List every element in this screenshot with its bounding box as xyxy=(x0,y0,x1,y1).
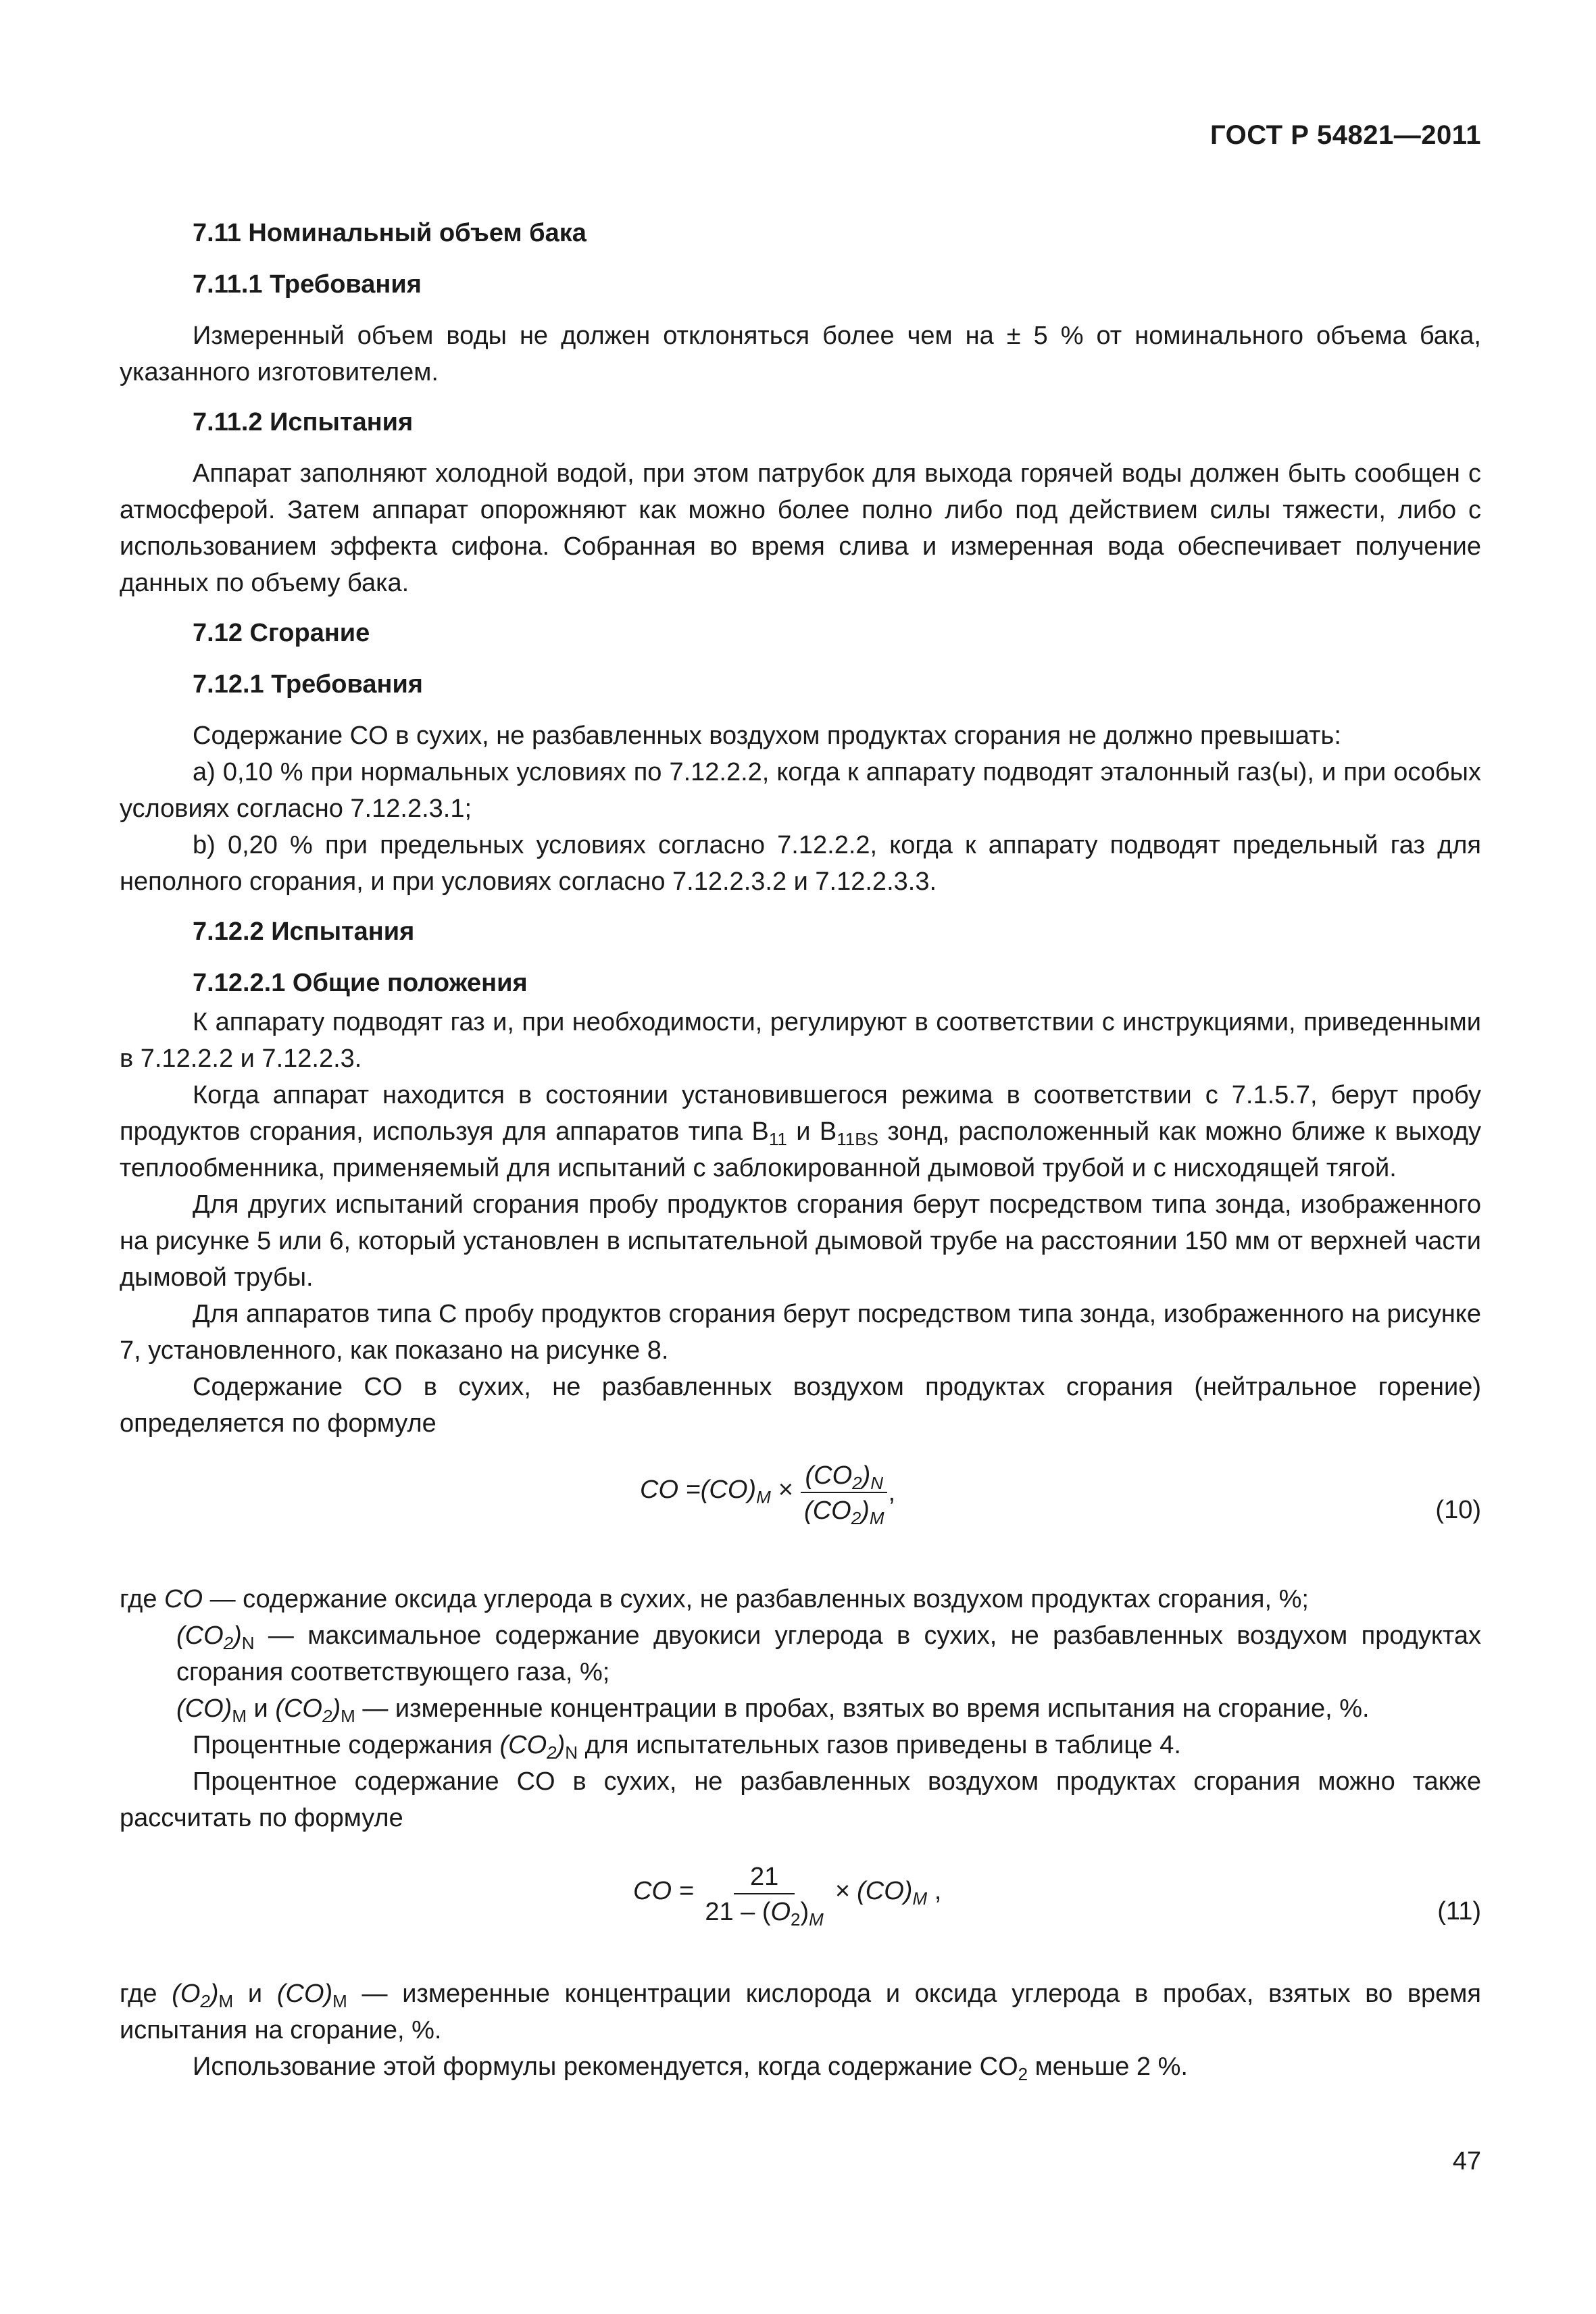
page-number: 47 xyxy=(1452,2147,1481,2175)
page-content xyxy=(120,203,1481,2085)
paragraph: Использование этой формулы рекомендуется, когда содержание $CO_2$ меньше 2 %. xyxy=(193,2053,1188,2084)
formula-11-fraction: $\frac{21}{21 - (O_2)_M}$ xyxy=(701,1861,828,1930)
paragraph: Аппарат заполняют холодной водой, при этом патрубок для выхода горячей воды должен быть сообщен с атмосферой. Затем аппарат опорожняют как можно более полно либо под действием силы тяжести, либо с использованием эффекта сифона. Собранная во время слива и измеренная вода обеспечивает получение данных по объему бака. xyxy=(120,459,1481,597)
section-title-7-11-2: 7.11.2 Испытания xyxy=(193,408,414,436)
section-title-7-12-2: 7.12.2 Испытания xyxy=(193,917,415,946)
paragraph: Когда аппарат находится в состоянии установившегося режима в соответствии с 7.1.5.7, берут пробу продуктов сгорания, используя для аппаратов типа $B_{11}$ и $B_{11BS}$ зонд, расположенный как можно ближе к выходу теплообменника, применяемый для испытаний с заблокированной дымовой трубой и с нисходящей тягой. xyxy=(120,1081,1481,1182)
paragraph: Измеренный объем воды не должен отклоняться более чем на ± 5 % от номинального объема бака, указанного изготовителем. xyxy=(120,322,1481,386)
where-co2n: $(CO_2)_N$ — максимальное содержание двуокиси углерода в сухих, не разбавленных воздухом продуктах сгорания соответствующего газа, %; xyxy=(176,1621,1481,1686)
where-co: где CO — содержание оксида углерода в сухих, не разбавленных воздухом продуктах сгорания, %; xyxy=(120,1585,1309,1613)
formula-10-number: (10) xyxy=(1435,1496,1481,1524)
section-title-7-11-1: 7.11.1 Требования xyxy=(193,270,422,299)
formula-10-expression: CO $=(CO)_M$ × $\frac{(CO_2)_N}{(CO_2)_M}$ , xyxy=(640,1459,895,1528)
formula-11-number: (11) xyxy=(1437,1897,1481,1926)
section-title-7-11: 7.11 Номинальный объем бака xyxy=(193,219,587,247)
paragraph: Содержание CO в сухих, не разбавленных воздухом продуктах сгорания не должно превышать: xyxy=(193,722,1341,750)
paragraph: Процентные содержания $(CO_2)_N$ для испытательных газов приведены в таблице 4. xyxy=(193,1731,1181,1763)
paragraph: Для аппаратов типа C пробу продуктов сгорания берут посредством типа зонда, изображенного на рисунке 7, установленного, как показано на рисунке 8. xyxy=(120,1300,1481,1365)
section-title-7-12: 7.12 Сгорание xyxy=(193,619,370,647)
list-item-a: a) 0,10 % при нормальных условиях по 7.12.2.2, когда к аппарату подводят эталонный газ(ы), и при особых условиях согласно 7.12.2.3.1; xyxy=(120,758,1481,823)
list-item-b: b) 0,20 % при предельных условиях согласно 7.12.2.2, когда к аппарату подводят предельный газ для неполного сгорания, и при условиях согласно 7.12.2.3.2 и 7.12.2.3.3. xyxy=(120,831,1481,896)
paragraph: Процентное содержание CO в сухих, не разбавленных воздухом продуктах сгорания можно также рассчитать по формуле xyxy=(120,1767,1481,1832)
formula-11 xyxy=(120,1847,1481,1962)
formula-10 xyxy=(120,1453,1481,1567)
paragraph: Содержание CO в сухих, не разбавленных воздухом продуктах сгорания (нейтральное горение) определяется по формуле xyxy=(120,1373,1481,1438)
where-o2m-com: где $(O_2)_M$ и $(CO)_M$ — измеренные концентрации кислорода и оксида углерода в пробах, взятых во время испытания на сгорание, %. xyxy=(120,1980,1481,2044)
document-header: ГОСТ Р 54821—2011 xyxy=(1210,120,1481,150)
section-title-7-12-2-1: 7.12.2.1 Общие положения xyxy=(193,969,528,997)
paragraph: К аппарату подводят газ и, при необходимости, регулируют в соответствии с инструкциями, приведенными в 7.12.2.2 и 7.12.2.3. xyxy=(120,1008,1481,1073)
section-title-7-12-1: 7.12.1 Требования xyxy=(193,670,423,699)
where-com-co2m: $(CO)_M$ и $(CO_2)_M$ — измеренные концентрации в пробах, взятых во время испытания на сгорание, %. xyxy=(176,1694,1370,1726)
paragraph: Для других испытаний сгорания пробу продуктов сгорания берут посредством типа зонда, изображенного на рисунке 5 или 6, который установлен в испытательной дымовой трубе на расстоянии 150 мм от верхней части дымовой трубы. xyxy=(120,1190,1481,1292)
formula-11-expression: CO = $\frac{21}{21 - (O_2)_M}$ × $(CO)_M$ , xyxy=(633,1861,941,1930)
formula-10-fraction: $\frac{(CO_2)_N}{(CO_2)_M}$ xyxy=(800,1459,888,1528)
